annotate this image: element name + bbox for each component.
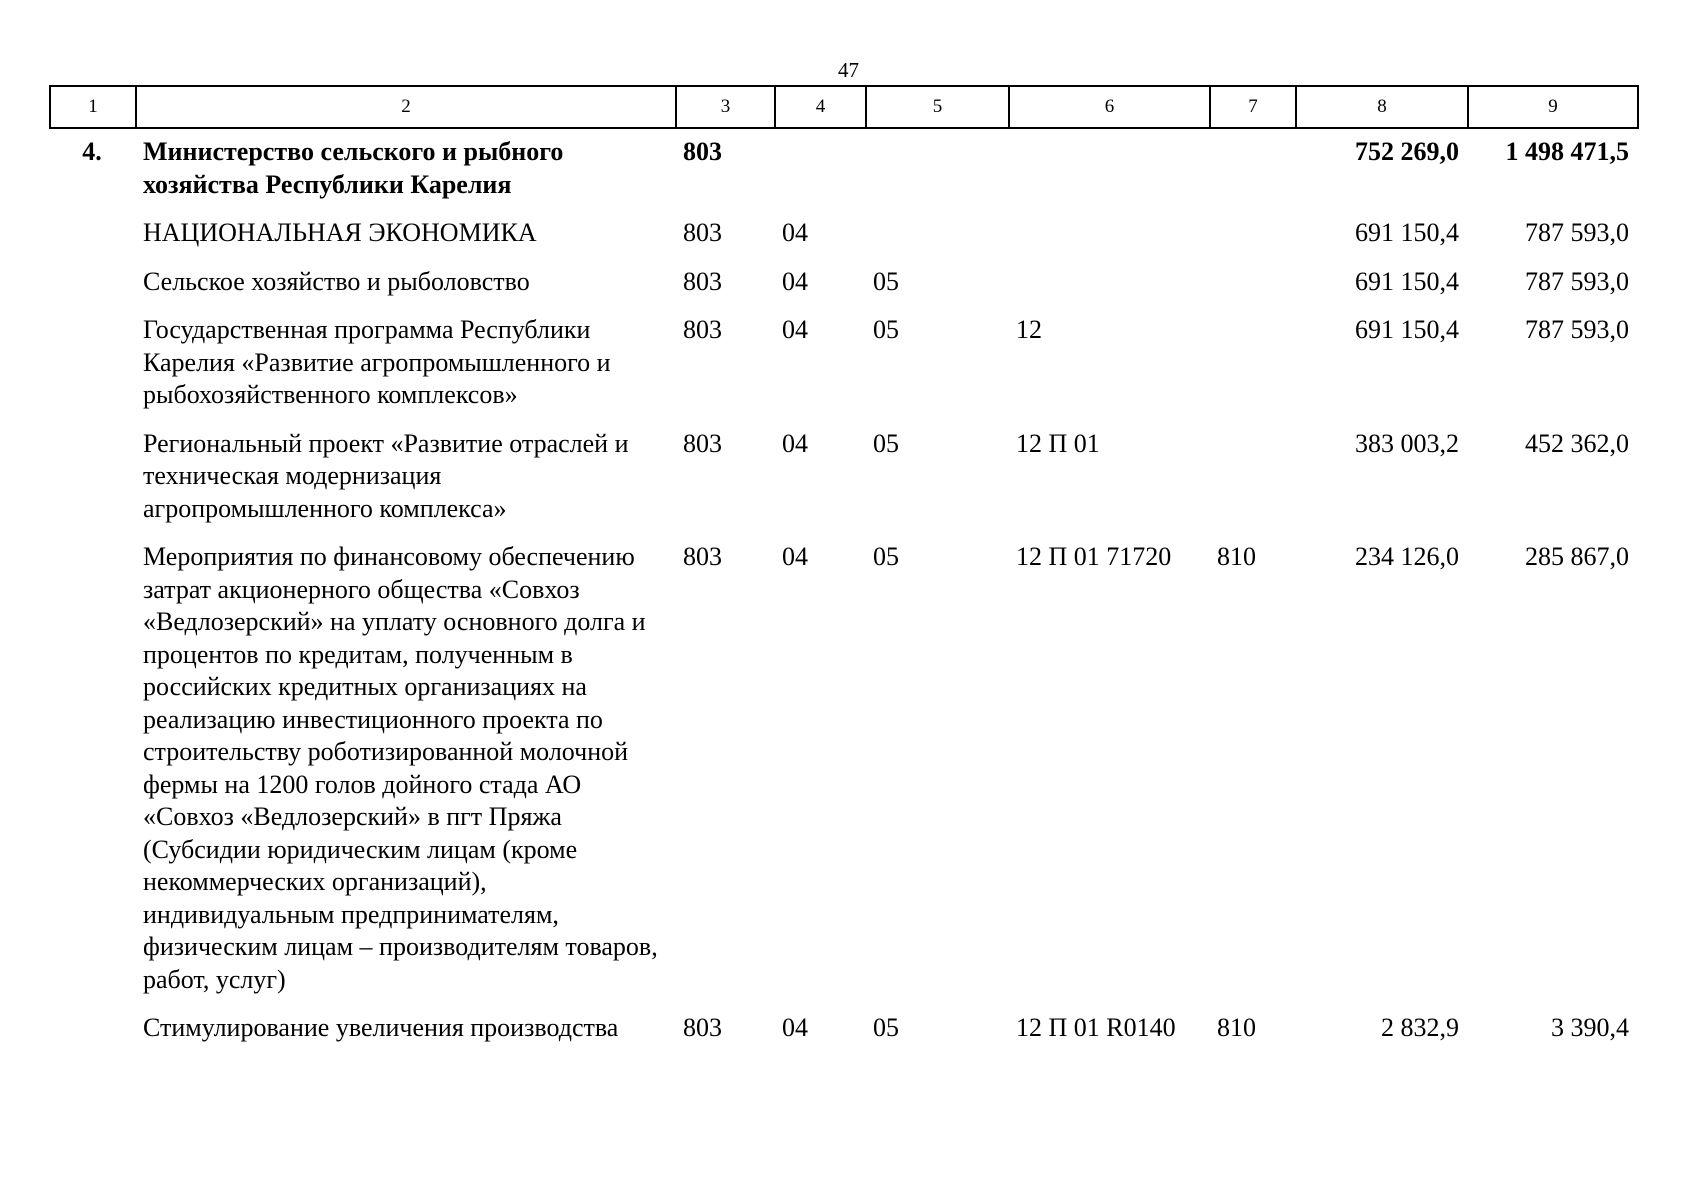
header-cell-4: 4 [775, 86, 866, 128]
row-amount-1: 752 269,0 [1355, 137, 1459, 166]
row-amount-2: 787 593,0 [1525, 266, 1629, 296]
row-number [49, 260, 135, 309]
row-grbs: 803 [683, 315, 722, 344]
header-cell-2: 2 [136, 86, 676, 128]
header-cell-9: 9 [1468, 86, 1638, 128]
row-amount-2: 452 362,0 [1525, 428, 1629, 458]
row-name: Мероприятия по финансовому обеспечению затрат акционерного общества «Совхоз «Ведлозерский» на уплату основного долга и процентов по кредитам, полученным в российских кредитных организациях на реализацию инвестиционного проекта по строительству роботизированной молочной фермы на 1200 голов дойного стада АО «Совхоз «Ведлозерский» в пгт Пряжа (Субсидии юридическим лицам (кроме некоммерческих организаций), индивидуальным предпринимателям, физическим лицам – производителям товаров, работ, услуг) [143, 542, 658, 994]
row-grbs: 803 [683, 266, 722, 296]
row-amount-2: 787 593,0 [1525, 218, 1629, 247]
row-section: 04 [782, 266, 808, 296]
row-subsection [865, 211, 1008, 260]
row-grbs: 803 [683, 137, 722, 166]
row-expense-type [1209, 130, 1295, 211]
row-expense-type: 810 [1217, 542, 1256, 571]
row-number [49, 535, 135, 1006]
row-section: 04 [782, 542, 808, 571]
row-name: НАЦИОНАЛЬНАЯ ЭКОНОМИКА [143, 218, 537, 247]
row-name: Министерство сельского и рыбного хозяйства Республики Карелия [143, 137, 564, 199]
row-amount-2: 285 867,0 [1525, 542, 1629, 571]
table-row [49, 260, 1637, 309]
row-subsection [865, 130, 1008, 211]
row-amount-1: 691 150,4 [1355, 315, 1459, 344]
row-number: 4. [82, 137, 102, 166]
row-target-article: 12 П 01 [1016, 428, 1100, 458]
row-target-article: 12 П 01 71720 [1016, 542, 1172, 571]
row-expense-type [1209, 211, 1295, 260]
row-section: 04 [782, 1013, 808, 1042]
row-amount-1: 691 150,4 [1355, 266, 1459, 296]
row-number [49, 211, 135, 260]
row-name: Стимулирование увеличения производства [143, 1013, 619, 1042]
row-grbs: 803 [683, 542, 722, 571]
row-name: Государственная программа Республики Карелия «Развитие агропромышленного и рыбохозяйственного комплексов» [143, 315, 611, 409]
header-cell-5: 5 [866, 86, 1009, 128]
row-amount-1: 691 150,4 [1355, 218, 1459, 247]
row-target-article [1008, 260, 1209, 309]
table-row [49, 211, 1637, 260]
row-subsection: 05 [873, 266, 899, 296]
budget-table [49, 130, 1637, 1055]
table-row [49, 422, 1637, 536]
header-cell-1: 1 [50, 86, 136, 128]
header-cell-8: 8 [1296, 86, 1468, 128]
header-row [50, 86, 1638, 128]
header-cell-3: 3 [676, 86, 775, 128]
row-expense-type [1209, 308, 1295, 422]
row-name: Сельское хозяйство и рыболовство [143, 266, 530, 296]
row-expense-type [1209, 260, 1295, 309]
row-grbs: 803 [683, 428, 722, 458]
row-grbs: 803 [683, 1013, 722, 1042]
row-amount-1: 2 832,9 [1381, 1013, 1459, 1042]
row-number [49, 1006, 135, 1055]
row-expense-type [1209, 422, 1295, 536]
row-subsection: 05 [873, 1013, 899, 1042]
table-row [49, 1006, 1637, 1055]
column-number-header [49, 85, 1639, 129]
row-target-article: 12 П 01 R0140 [1016, 1013, 1176, 1042]
row-section [774, 130, 865, 211]
row-section: 04 [782, 218, 808, 247]
row-amount-1: 234 126,0 [1355, 542, 1459, 571]
row-target-article: 12 [1016, 315, 1042, 344]
header-cell-6: 6 [1009, 86, 1210, 128]
row-subsection: 05 [873, 542, 899, 571]
row-subsection: 05 [873, 428, 899, 458]
page-number: 47 [838, 58, 859, 82]
row-target-article [1008, 130, 1209, 211]
table-row [49, 535, 1637, 1006]
row-number [49, 422, 135, 536]
table-row [49, 308, 1637, 422]
row-section: 04 [782, 428, 808, 458]
row-amount-2: 1 498 471,5 [1505, 137, 1629, 166]
row-expense-type: 810 [1217, 1013, 1256, 1042]
header-cell-7: 7 [1210, 86, 1296, 128]
row-section: 04 [782, 315, 808, 344]
row-name: Региональный проект «Развитие отраслей и техническая модернизация агропромышленного комплекса» [143, 428, 629, 523]
row-target-article [1008, 211, 1209, 260]
table-row-ministry [49, 130, 1637, 211]
row-number [49, 308, 135, 422]
row-amount-2: 787 593,0 [1525, 315, 1629, 344]
row-amount-1: 383 003,2 [1355, 428, 1459, 458]
row-subsection: 05 [873, 315, 899, 344]
row-amount-2: 3 390,4 [1551, 1013, 1629, 1042]
row-grbs: 803 [683, 218, 722, 247]
